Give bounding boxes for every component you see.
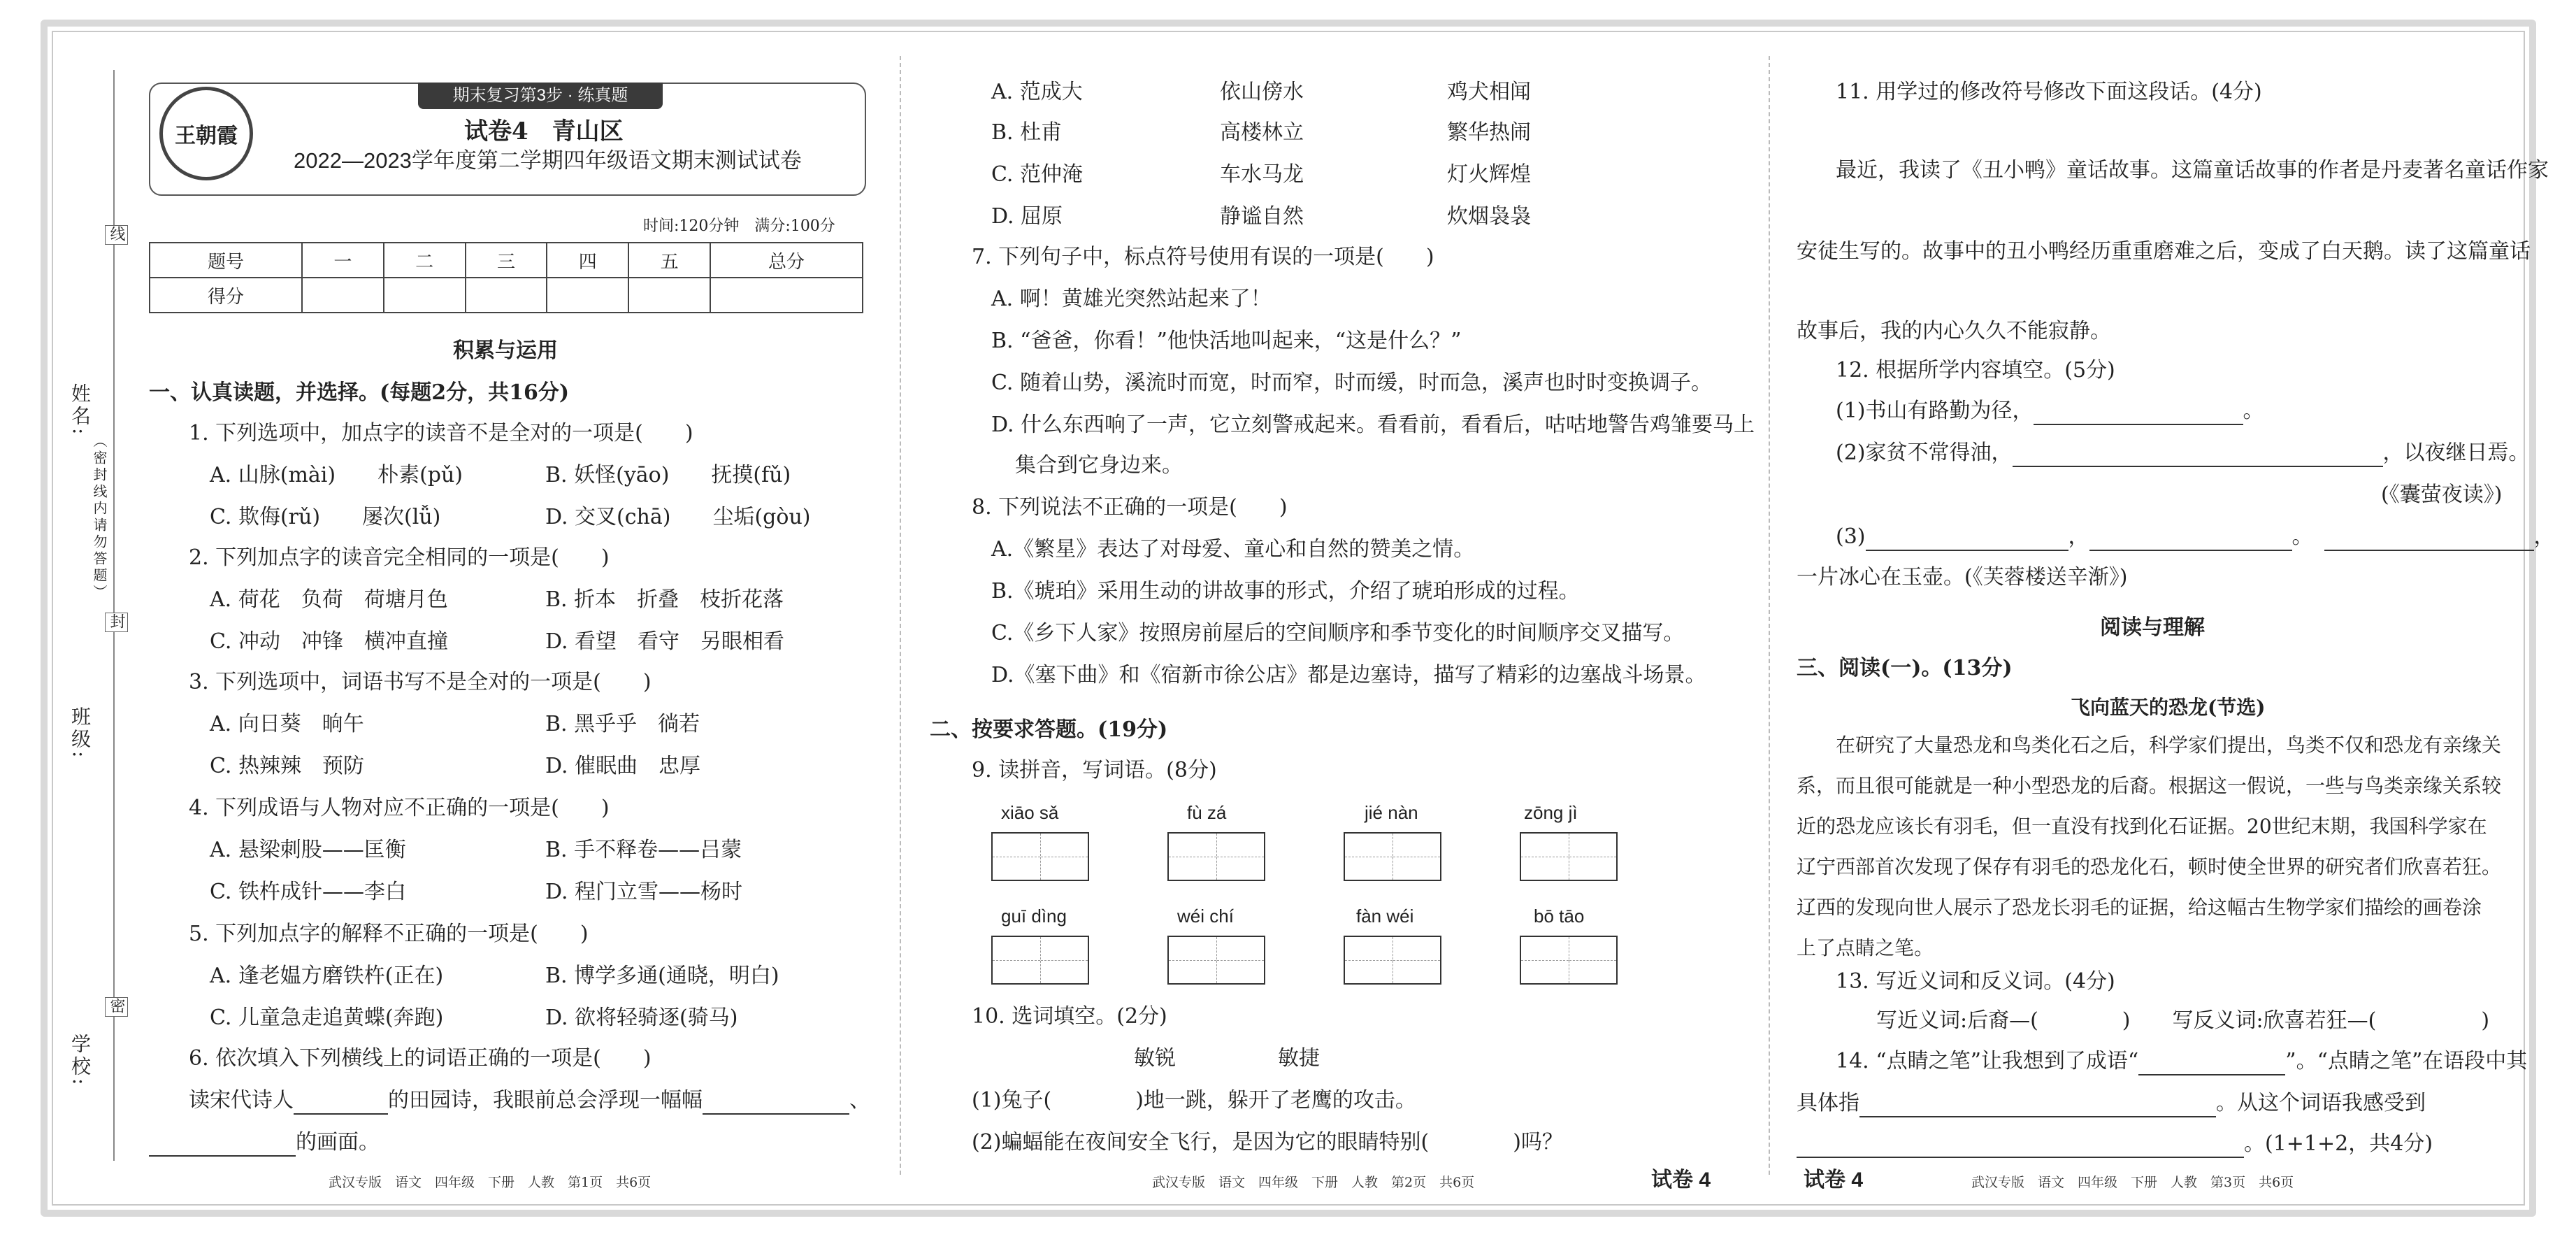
score-header: 五 [628,243,710,278]
option-d: D.《塞下曲》和《宿新市徐公店》都是边塞诗，描写了精彩的边塞战斗场景。 [991,663,1706,687]
section-heading: 阅读与理解 [2100,615,2205,640]
q14-text: ”。“点睛之笔”在语段中其 [2285,1049,2528,1073]
time-info: 时间:120分钟 满分:100分 [643,217,835,235]
option-a: A. 山脉(mài) 朴素(pǔ) [210,463,463,487]
fill-text: 。 [2243,399,2264,423]
q6-text: 的画面。 [296,1130,380,1155]
page-footer: 武汉专版 语文 四年级 下册 人教 第1页 共6页 [329,1175,652,1190]
question-stem: 9. 读拼音，写词语。(8分) [972,758,1217,782]
question-stem: 12. 根据所学内容填空。(5分) [1836,358,2115,383]
q14-text: 。从这个词语我感受到 [2216,1091,2426,1115]
word-choice: 敏锐 [1134,1046,1176,1071]
score-table [149,242,863,313]
option-c: C. 热辣辣 预防 [210,754,364,778]
fill-text: ， [2533,524,2555,549]
passage-line: 最近，我读了《丑小鸭》童话故事。这篇童话故事的作者是丹麦著名童话作家 [1836,158,2549,183]
score-header: 一 [302,243,384,278]
binding-mark-line: 线 [105,225,128,245]
fill-text: (1)书山有路勤为径， [1836,399,2034,423]
option-a: A. 逢老媪方磨铁杵(正在) [210,964,444,988]
fill-text: 。 [2291,524,2313,549]
option-a: A. 荷花 负荷 荷塘月色 [210,587,448,612]
binding-mark-seal: 封 [105,613,128,632]
school-label: 学校: [69,1034,92,1088]
q6-line [189,1087,870,1115]
blank[interactable] [2013,446,2383,467]
fill-line [1836,439,2530,467]
fill-line [1836,523,2555,551]
option-b: B. 手不释卷——吕蒙 [545,838,742,862]
pinyin: xiāo sǎ [1001,802,1059,823]
blank[interactable] [2324,530,2534,551]
option-b: B.《琥珀》采用生动的讲故事的形式，介绍了琥珀形成的过程。 [991,579,1580,603]
option-d: D. 程门立雪——杨时 [545,880,743,904]
option-d: D. 欲将轻骑逐(骑马) [545,1006,738,1030]
score-cell[interactable] [384,278,466,313]
passage-line: 安徒生写的。故事中的丑小鸭经历重重磨难之后，变成了白天鹅。读了这篇童话 [1797,239,2531,264]
option-d: D. 催眠曲 忠厚 [545,754,701,778]
pinyin: bō tāo [1534,906,1585,927]
score-cell[interactable] [628,278,710,313]
pinyin: guī dìng [1001,906,1067,927]
blank[interactable] [149,1136,296,1157]
reading-line: 辽西的发现向世人展示了恐龙长羽毛的证据，给这幅古生物学家们描绘的画卷涂 [1797,896,2482,919]
option-b: B. 折本 折叠 枝折花落 [545,587,784,612]
reading-line: 辽宁西部首次发现了保存有羽毛的恐龙化石，顿时使全世界的研究者们欣喜若狂。 [1797,855,2502,878]
option-c: C. 儿童急走追黄蝶(奔跑) [210,1006,444,1030]
passage-line: 故事后，我的内心久久不能寂静。 [1797,319,2111,343]
header-banner: 期末复习第3步 · 练真题 [418,83,663,109]
q13-line: 写近义词:后裔—( ) 写反义词:欣喜若狂—( ) [1876,1008,2490,1033]
option-d: D. 什么东西响了一声，它立刻警戒起来。看看前，看看后，咕咕地警告鸡雏要马上 [991,413,1755,437]
q6-option: 车水马龙 [1220,162,1304,187]
option-a: A. 啊！黄雄光突然站起来了！ [991,287,1272,311]
poem-line: 一片冰心在玉壶。(《芙蓉楼送辛渐》) [1797,565,2128,589]
option-a: A.《繁星》表达了对母爱、童心和自然的赞美之情。 [991,537,1475,562]
word-choice: 敏捷 [1278,1046,1320,1071]
column-divider [900,56,901,1175]
option-b: B. 博学多通(通晓，明白) [545,964,779,988]
blank[interactable] [294,1094,388,1115]
q6-option: 灯火辉煌 [1447,162,1531,187]
q14-line [1797,1130,2433,1158]
q6-option: A. 范成大 [991,80,1083,104]
q6-option: 静谧自然 [1220,204,1304,229]
writing-grid[interactable] [1344,832,1441,881]
option-d: D. 交叉(chā) 尘垢(gòu) [545,505,811,529]
binding-mark-secret: 密 [105,997,128,1017]
question-stem: 11. 用学过的修改符号修改下面这段话。(4分) [1836,80,2262,104]
section-heading: 积累与运用 [453,338,558,363]
q6-option: B. 杜甫 [991,120,1063,145]
q6-text: 读宋代诗人 [189,1088,294,1113]
score-cell[interactable] [302,278,384,313]
option-d-cont: 集合到它身边来。 [1015,453,1183,478]
question-stem: 3. 下列选项中，词语书写不是全对的一项是( ) [189,670,652,694]
pinyin: fù zá [1187,802,1227,823]
blank[interactable] [2138,1055,2285,1075]
writing-grid[interactable] [1520,832,1618,881]
q14-line [1797,1089,2426,1117]
blank[interactable] [1797,1137,2244,1158]
question-stem: 4. 下列成语与人物对应不正确的一项是( ) [189,796,610,820]
question-stem: 1. 下列选项中，加点字的读音不是全对的一项是( ) [189,421,693,445]
score-cell[interactable] [710,278,863,313]
writing-grid[interactable] [1167,832,1265,881]
pinyin: jié nàn [1365,802,1418,823]
writing-grid[interactable] [1344,936,1441,985]
question-stem: 13. 写近义词和反义词。(4分) [1836,969,2115,994]
page-footer: 武汉专版 语文 四年级 下册 人教 第2页 共6页 [1152,1175,1475,1190]
blank[interactable] [1859,1096,2216,1117]
q6-option: D. 屈原 [991,204,1063,229]
blank[interactable] [2089,530,2292,551]
pinyin: fàn wéi [1356,906,1414,927]
score-header: 三 [466,243,547,278]
section-title: 三、阅读(一)。(13分) [1797,656,2013,680]
paper-tag: 试卷 4 [1651,1168,1711,1192]
q6-option: 炊烟袅袅 [1447,204,1531,229]
q6-text: 的田园诗，我眼前总会浮现一幅幅 [388,1088,703,1113]
q14-line [1836,1048,2527,1075]
page-footer: 武汉专版 语文 四年级 下册 人教 第3页 共6页 [1971,1175,2294,1190]
option-c: C.《乡下人家》按照房前屋后的空间顺序和季节变化的时间顺序交叉描写。 [991,621,1685,645]
score-cell[interactable] [547,278,628,313]
class-label: 班级: [69,706,92,761]
fill-sentence: (1)兔子( )地一跳，躲开了老鹰的攻击。 [972,1088,1416,1113]
q14-text: 具体指 [1797,1091,1859,1115]
source-note: (《囊萤夜读》) [2381,482,2503,507]
writing-grid[interactable] [1520,936,1618,985]
logo-text: 王朝霞 [175,124,238,148]
seal-note: （密封线内请勿答题） [91,434,108,601]
option-b: B. 黑乎乎 徜若 [545,712,700,736]
q6-option: 繁华热闹 [1447,120,1531,145]
pinyin: zōng jì [1524,802,1578,823]
exam-subtitle: 2022—2023学年度第二学期四年级语文期末测试试卷 [294,148,802,173]
q6-option: C. 范仲淹 [991,162,1083,187]
option-a: A. 向日葵 晌午 [210,712,364,736]
reading-line: 近的恐龙应该长有羽毛，但一直没有找到化石证据。20世纪末期，我国科学家在 [1797,815,2487,838]
score-header: 总分 [710,243,863,278]
pinyin: wéi chí [1177,906,1234,927]
column-divider [1769,56,1770,1175]
q6-text: 、 [849,1088,870,1113]
reading-line: 在研究了大量恐龙和鸟类化石之后，科学家们提出，鸟类不仅和恐龙有亲缘关 [1797,734,2502,757]
question-stem: 6. 依次填入下列横线上的词语正确的一项是( ) [189,1046,652,1071]
reading-title: 飞向蓝天的恐龙(节选) [2071,696,2266,719]
reading-line: 系，而且很可能就是一种小型恐龙的后裔。根据这一假说，一些与鸟类亲缘关系较 [1797,774,2502,797]
score-row-label: 得分 [150,278,302,313]
fill-text: ，以夜继日焉。 [2382,441,2530,465]
q14-text: 。(1+1+2，共4分) [2244,1131,2433,1156]
option-c: C. 欺侮(rǔ) 屡次(lǚ) [210,505,441,529]
score-cell[interactable] [466,278,547,313]
section-title: 二、按要求答题。(19分) [930,717,1168,742]
exam-title: 试卷4 青山区 [464,117,624,145]
blank[interactable] [703,1094,849,1115]
question-stem: 8. 下列说法不正确的一项是( ) [972,495,1288,520]
blank[interactable] [1866,530,2068,551]
score-header: 二 [384,243,466,278]
section-title: 一、认真读题，并选择。(每题2分，共16分) [149,380,570,405]
reading-line: 上了点睛之笔。 [1797,936,1934,959]
writing-grid[interactable] [1167,936,1265,985]
option-a: A. 悬梁刺股——匡衡 [210,838,406,862]
q6-option: 鸡犬相闻 [1447,80,1531,104]
fill-sentence: (2)蝙蝠能在夜间安全飞行，是因为它的眼睛特别( )吗？ [972,1130,1563,1155]
option-d: D. 看望 看守 另眼相看 [545,629,785,654]
score-header: 题号 [150,243,302,278]
fill-text: (3) [1836,524,1866,549]
publisher-logo [159,87,253,180]
question-stem: 10. 选词填空。(2分) [972,1004,1167,1029]
writing-grid[interactable] [991,936,1089,985]
question-stem: 5. 下列加点字的解释不正确的一项是( ) [189,922,589,946]
fill-text: ， [2068,524,2089,549]
q6-option: 高楼林立 [1220,120,1304,145]
option-c: C. 随着山势，溪流时而宽，时而窄，时而缓，时而急，溪声也时时变换调子。 [991,371,1712,395]
option-b: B. “爸爸，你看！”他快活地叫起来，“这是什么？” [991,329,1462,353]
name-label: 姓名: [69,383,92,438]
option-c: C. 冲动 冲锋 横冲直撞 [210,629,448,654]
score-header: 四 [547,243,628,278]
question-stem: 7. 下列句子中，标点符号使用有误的一项是( ) [972,245,1434,269]
q14-text: 14. “点睛之笔”让我想到了成语“ [1836,1049,2139,1073]
blank[interactable] [2034,404,2243,425]
option-b: B. 妖怪(yāo) 抚摸(fǔ) [545,463,791,487]
fill-text: (2)家贫不常得油， [1836,441,2013,465]
fill-line [1836,397,2264,425]
q6-line [149,1129,380,1157]
option-c: C. 铁杵成针——李白 [210,880,406,904]
q6-option: 依山傍水 [1220,80,1304,104]
writing-grid[interactable] [991,832,1089,881]
paper-tag: 试卷 4 [1804,1168,1864,1192]
question-stem: 2. 下列加点字的读音完全相同的一项是( ) [189,545,610,570]
